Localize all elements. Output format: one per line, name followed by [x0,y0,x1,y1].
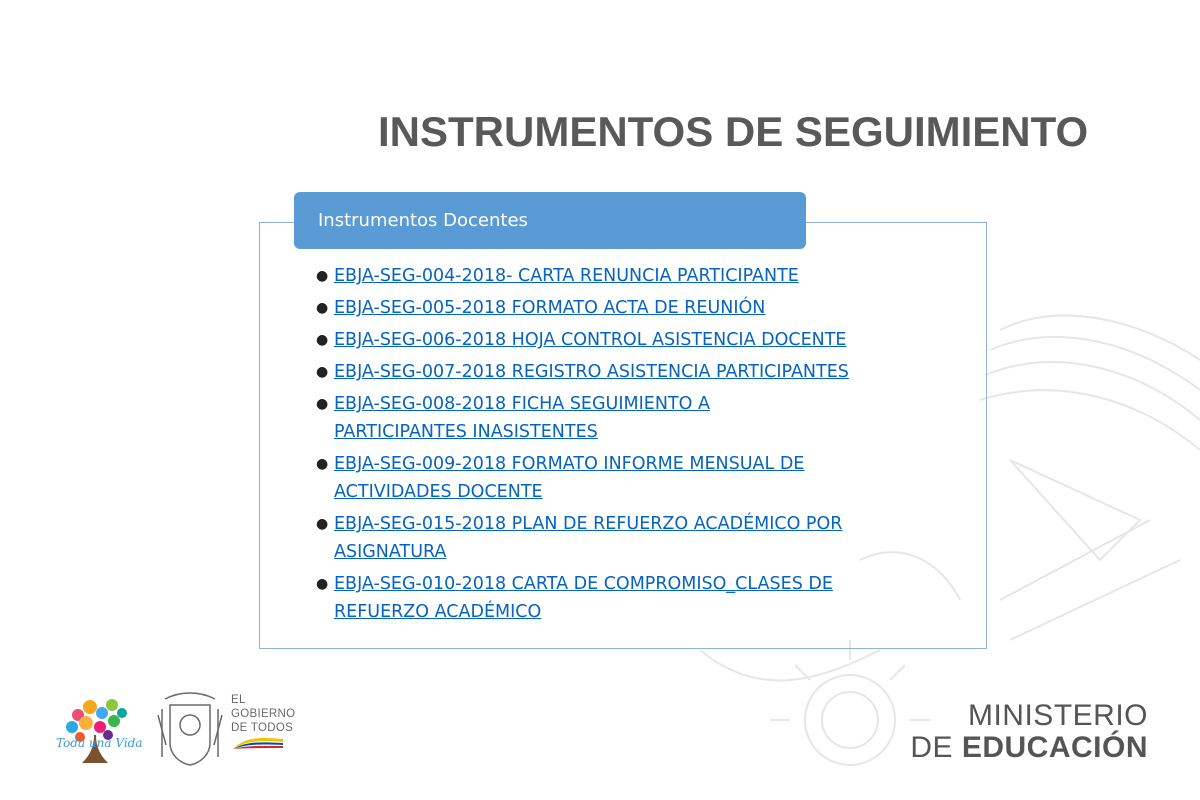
ministry-line-2 [910,732,1148,764]
instrument-link-list [310,262,950,630]
instrument-link-006[interactable]: EBJA-SEG-006-2018 HOJA CONTROL ASISTENCIA DOCENTE [334,330,847,350]
gobierno-line-3: DE TODOS [231,722,294,734]
gobierno-line-2: GOBIERNO [231,708,296,720]
link-line-2: REFUERZO ACADÉMICO [334,602,542,622]
link-line-2: PARTICIPANTES INASISTENTES [334,422,598,442]
list-item [310,450,950,506]
bullet-icon: ● [316,364,329,380]
instrument-link-008[interactable] [334,394,710,442]
instrument-link-004[interactable]: EBJA-SEG-004-2018- CARTA RENUNCIA PARTICIPANTE [334,266,799,286]
gobierno-de-todos-logo [231,693,295,755]
list-item [310,570,950,626]
ecuador-coat-of-arms-logo [158,693,222,765]
bullet-icon: ● [316,576,329,592]
page-title: INSTRUMENTOS DE SEGUIMIENTO [378,108,1089,155]
bullet-icon: ● [316,300,329,316]
link-line-1: EBJA-SEG-010-2018 CARTA DE COMPROMISO_CLASES DE [334,574,833,594]
flag-ribbon-icon [231,735,285,751]
ministry-line-2-prefix: DE [910,731,962,764]
list-item [310,326,950,354]
ministerio-educacion-logo [910,700,1148,764]
bullet-icon: ● [316,396,329,412]
instrument-link-010[interactable] [334,574,833,622]
ministry-line-2-bold: EDUCACIÓN [961,731,1148,764]
link-line-2: ASIGNATURA [334,542,447,562]
list-item [310,294,950,322]
bullet-icon: ● [316,456,329,472]
list-item [310,358,950,386]
tab-instrumentos-docentes[interactable]: Instrumentos Docentes [294,192,806,249]
toda-logo-text: Toda una Vida [56,736,143,750]
list-item [310,390,950,446]
toda-una-vida-logo [56,699,143,763]
gobierno-line-1: EL [231,694,246,706]
instrument-link-005[interactable]: EBJA-SEG-005-2018 FORMATO ACTA DE REUNIÓN [334,298,766,318]
instrument-link-015[interactable] [334,514,842,562]
ministry-line-1: MINISTERIO [967,699,1148,732]
instrument-link-007[interactable]: EBJA-SEG-007-2018 REGISTRO ASISTENCIA PARTICIPANTES [334,362,849,382]
bullet-icon: ● [316,268,329,284]
bullet-icon: ● [316,516,329,532]
link-line-1: EBJA-SEG-008-2018 FICHA SEGUIMIENTO A [334,394,710,414]
link-line-1: EBJA-SEG-015-2018 PLAN DE REFUERZO ACADÉMICO POR [334,514,843,534]
bullet-icon: ● [316,332,329,348]
list-item [310,510,950,566]
link-line-1: EBJA-SEG-009-2018 FORMATO INFORME MENSUAL DE [334,454,805,474]
instrument-link-009[interactable] [334,454,804,502]
link-line-2: ACTIVIDADES DOCENTE [334,482,543,502]
list-item [310,262,950,290]
